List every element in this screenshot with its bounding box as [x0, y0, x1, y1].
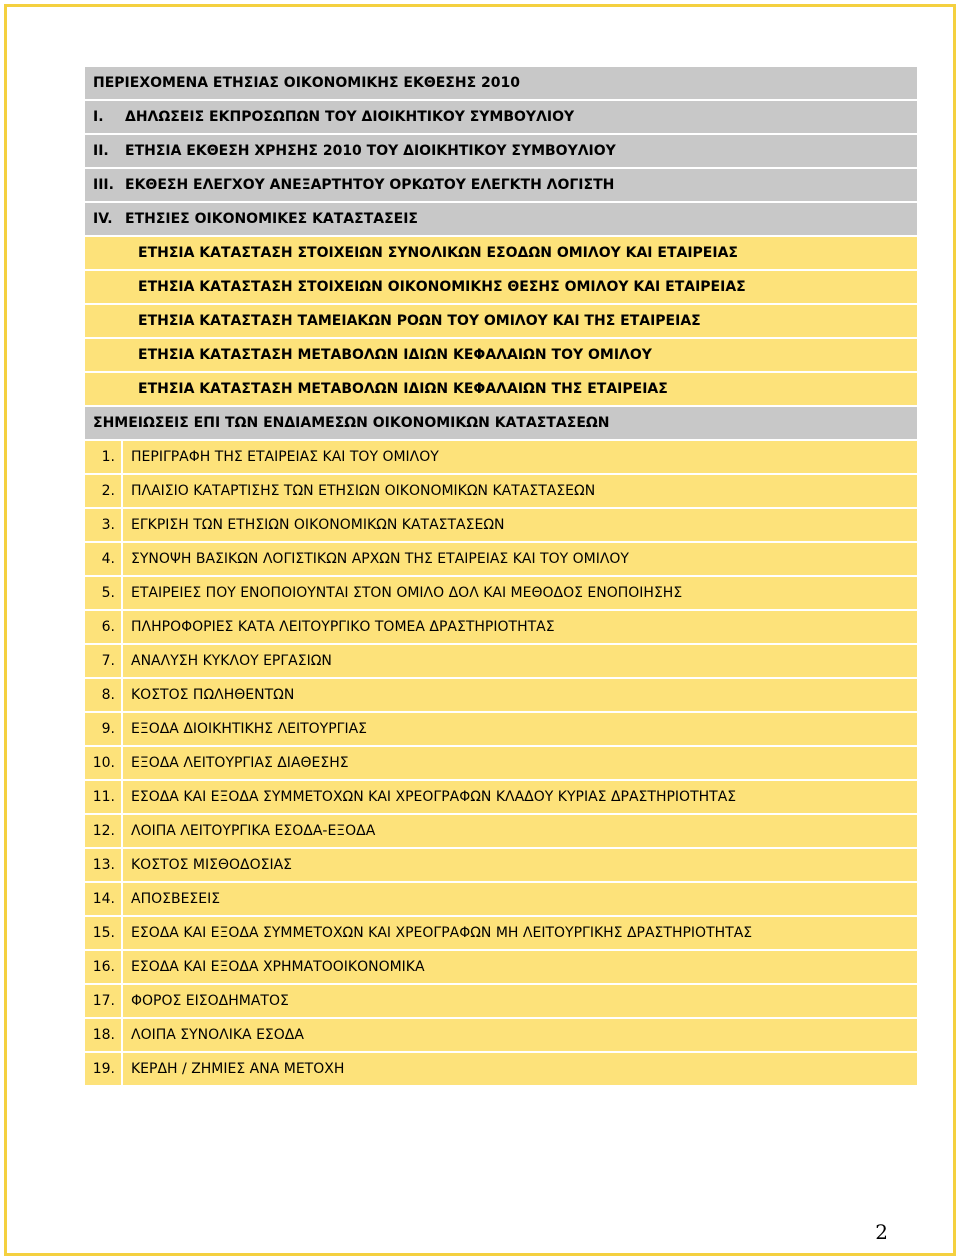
- section-row: ΙΙΙ. ΕΚΘΕΣΗ ΕΛΕΓΧΟΥ ΑΝΕΞΑΡΤΗΤΟΥ ΟΡΚΩΤΟΥ ΕΛΕΓΚΤΗ ΛΟΓΙΣΤΗ: [85, 169, 917, 203]
- statement-row: ΕΤΗΣΙΑ ΚΑΤΑΣΤΑΣΗ ΜΕΤΑΒΟΛΩΝ ΙΔΙΩΝ ΚΕΦΑΛΑΙΩΝ ΤΟΥ ΟΜΙΛΟΥ: [85, 339, 917, 373]
- note-title: ΣΥΝΟΨΗ ΒΑΣΙΚΩΝ ΛΟΓΙΣΤΙΚΩΝ ΑΡΧΩΝ ΤΗΣ ΕΤΑΙΡΕΙΑΣ ΚΑΙ ΤΟΥ ΟΜΙΛΟΥ: [131, 551, 629, 567]
- note-number: 11.: [85, 781, 123, 813]
- section-row: ΙV. ΕΤΗΣΙΕΣ ΟΙΚΟΝΟΜΙΚΕΣ ΚΑΤΑΣΤΑΣΕΙΣ: [85, 203, 917, 237]
- note-title: ΕΣΟΔΑ ΚΑΙ ΕΞΟΔΑ ΣΥΜΜΕΤΟΧΩΝ ΚΑΙ ΧΡΕΟΓΡΑΦΩΝ ΚΛΑΔΟΥ ΚΥΡΙΑΣ ΔΡΑΣΤΗΡΙΟΤΗΤΑΣ: [131, 789, 737, 805]
- note-number: 8.: [85, 679, 123, 711]
- note-number: 19.: [85, 1053, 123, 1085]
- note-row: [85, 747, 917, 781]
- note-row: [85, 611, 917, 645]
- note-number: 16.: [85, 951, 123, 983]
- notes-list: [85, 441, 917, 1087]
- note-row: [85, 951, 917, 985]
- note-title: ΕΣΟΔΑ ΚΑΙ ΕΞΟΔΑ ΧΡΗΜΑΤΟΟΙΚΟΝΟΜΙΚΑ: [131, 959, 425, 975]
- note-row: [85, 883, 917, 917]
- note-row: [85, 645, 917, 679]
- note-number: 10.: [85, 747, 123, 779]
- note-row: [85, 441, 917, 475]
- note-number: 7.: [85, 645, 123, 677]
- note-title: ΑΝΑΛΥΣΗ ΚΥΚΛΟΥ ΕΡΓΑΣΙΩΝ: [131, 653, 332, 669]
- statement-row: ΕΤΗΣΙΑ ΚΑΤΑΣΤΑΣΗ ΤΑΜΕΙΑΚΩΝ ΡΟΩΝ ΤΟΥ ΟΜΙΛΟΥ ΚΑΙ ΤΗΣ ΕΤΑΙΡΕΙΑΣ: [85, 305, 917, 339]
- note-row: [85, 781, 917, 815]
- note-title: ΑΠΟΣΒΕΣΕΙΣ: [131, 891, 221, 907]
- note-number: 17.: [85, 985, 123, 1017]
- note-row: [85, 475, 917, 509]
- notes-header: ΣΗΜΕΙΩΣΕΙΣ ΕΠΙ ΤΩΝ ΕΝΔΙΑΜΕΣΩΝ ΟΙΚΟΝΟΜΙΚΩΝ ΚΑΤΑΣΤΑΣΕΩΝ: [85, 407, 917, 441]
- note-title: ΠΛΑΙΣΙΟ ΚΑΤΑΡΤΙΣΗΣ ΤΩΝ ΕΤΗΣΙΩΝ ΟΙΚΟΝΟΜΙΚΩΝ ΚΑΤΑΣΤΑΣΕΩΝ: [131, 483, 596, 499]
- note-title: ΦΟΡΟΣ ΕΙΣΟΔΗΜΑΤΟΣ: [131, 993, 289, 1009]
- note-title: ΠΛΗΡΟΦΟΡΙΕΣ ΚΑΤΑ ΛΕΙΤΟΥΡΓΙΚΟ ΤΟΜΕΑ ΔΡΑΣΤΗΡΙΟΤΗΤΑΣ: [131, 619, 555, 635]
- note-number: 9.: [85, 713, 123, 745]
- note-row: [85, 985, 917, 1019]
- section-row: Ι. ΔΗΛΩΣΕΙΣ ΕΚΠΡΟΣΩΠΩΝ ΤΟΥ ΔΙΟΙΚΗΤΙΚΟΥ ΣΥΜΒΟΥΛΙΟΥ: [85, 101, 917, 135]
- contents-title: ΠΕΡΙΕΧΟΜΕΝΑ ΕΤΗΣΙΑΣ ΟΙΚΟΝΟΜΙΚΗΣ ΕΚΘΕΣΗΣ 2010: [85, 67, 917, 101]
- note-number: 14.: [85, 883, 123, 915]
- note-number: 18.: [85, 1019, 123, 1051]
- note-row: [85, 849, 917, 883]
- note-row: [85, 917, 917, 951]
- note-row: [85, 1053, 917, 1087]
- statement-row: ΕΤΗΣΙΑ ΚΑΤΑΣΤΑΣΗ ΣΤΟΙΧΕΙΩΝ ΣΥΝΟΛΙΚΩΝ ΕΣΟΔΩΝ ΟΜΙΛΟΥ ΚΑΙ ΕΤΑΙΡΕΙΑΣ: [85, 237, 917, 271]
- note-title: ΕΤΑΙΡΕΙΕΣ ΠΟΥ ΕΝΟΠΟΙΟΥΝΤΑΙ ΣΤΟΝ ΟΜΙΛΟ ΔΟΛ ΚΑΙ ΜΕΘΟΔΟΣ ΕΝΟΠΟΙΗΣΗΣ: [131, 585, 683, 601]
- note-title: ΛΟΙΠΑ ΣΥΝΟΛΙΚΑ ΕΣΟΔΑ: [131, 1027, 304, 1043]
- contents-table: [85, 67, 917, 1087]
- note-number: 1.: [85, 441, 123, 473]
- note-number: 15.: [85, 917, 123, 949]
- note-row: [85, 577, 917, 611]
- note-row: [85, 1019, 917, 1053]
- note-title: ΚΕΡΔΗ / ΖΗΜΙΕΣ ΑΝΑ ΜΕΤΟΧΗ: [131, 1061, 345, 1077]
- note-number: 3.: [85, 509, 123, 541]
- note-row: [85, 679, 917, 713]
- note-title: ΚΟΣΤΟΣ ΜΙΣΘΟΔΟΣΙΑΣ: [131, 857, 292, 873]
- note-row: [85, 509, 917, 543]
- note-row: [85, 713, 917, 747]
- note-title: ΠΕΡΙΓΡΑΦΗ ΤΗΣ ΕΤΑΙΡΕΙΑΣ ΚΑΙ ΤΟΥ ΟΜΙΛΟΥ: [131, 449, 439, 465]
- note-title: ΕΣΟΔΑ ΚΑΙ ΕΞΟΔΑ ΣΥΜΜΕΤΟΧΩΝ ΚΑΙ ΧΡΕΟΓΡΑΦΩΝ ΜΗ ΛΕΙΤΟΥΡΓΙΚΗΣ ΔΡΑΣΤΗΡΙΟΤΗΤΑΣ: [131, 925, 753, 941]
- note-row: [85, 543, 917, 577]
- note-title: ΚΟΣΤΟΣ ΠΩΛΗΘΕΝΤΩΝ: [131, 687, 295, 703]
- note-title: ΕΞΟΔΑ ΔΙΟΙΚΗΤΙΚΗΣ ΛΕΙΤΟΥΡΓΙΑΣ: [131, 721, 368, 737]
- note-number: 2.: [85, 475, 123, 507]
- note-number: 5.: [85, 577, 123, 609]
- note-title: ΕΓΚΡΙΣΗ ΤΩΝ ΕΤΗΣΙΩΝ ΟΙΚΟΝΟΜΙΚΩΝ ΚΑΤΑΣΤΑΣΕΩΝ: [131, 517, 505, 533]
- note-title: ΛΟΙΠΑ ΛΕΙΤΟΥΡΓΙΚΑ ΕΣΟΔΑ-ΕΞΟΔΑ: [131, 823, 376, 839]
- note-row: [85, 815, 917, 849]
- note-number: 6.: [85, 611, 123, 643]
- statement-row: ΕΤΗΣΙΑ ΚΑΤΑΣΤΑΣΗ ΣΤΟΙΧΕΙΩΝ ΟΙΚΟΝΟΜΙΚΗΣ ΘΕΣΗΣ ΟΜΙΛΟΥ ΚΑΙ ΕΤΑΙΡΕΙΑΣ: [85, 271, 917, 305]
- note-title: ΕΞΟΔΑ ΛΕΙΤΟΥΡΓΙΑΣ ΔΙΑΘΕΣΗΣ: [131, 755, 349, 771]
- note-number: 12.: [85, 815, 123, 847]
- statement-row: ΕΤΗΣΙΑ ΚΑΤΑΣΤΑΣΗ ΜΕΤΑΒΟΛΩΝ ΙΔΙΩΝ ΚΕΦΑΛΑΙΩΝ ΤΗΣ ΕΤΑΙΡΕΙΑΣ: [85, 373, 917, 407]
- section-row: ΙΙ. ΕΤΗΣΙΑ ΕΚΘΕΣΗ ΧΡΗΣΗΣ 2010 ΤΟΥ ΔΙΟΙΚΗΤΙΚΟΥ ΣΥΜΒΟΥΛΙΟΥ: [85, 135, 917, 169]
- note-number: 13.: [85, 849, 123, 881]
- page-number: 2: [875, 1220, 888, 1244]
- note-number: 4.: [85, 543, 123, 575]
